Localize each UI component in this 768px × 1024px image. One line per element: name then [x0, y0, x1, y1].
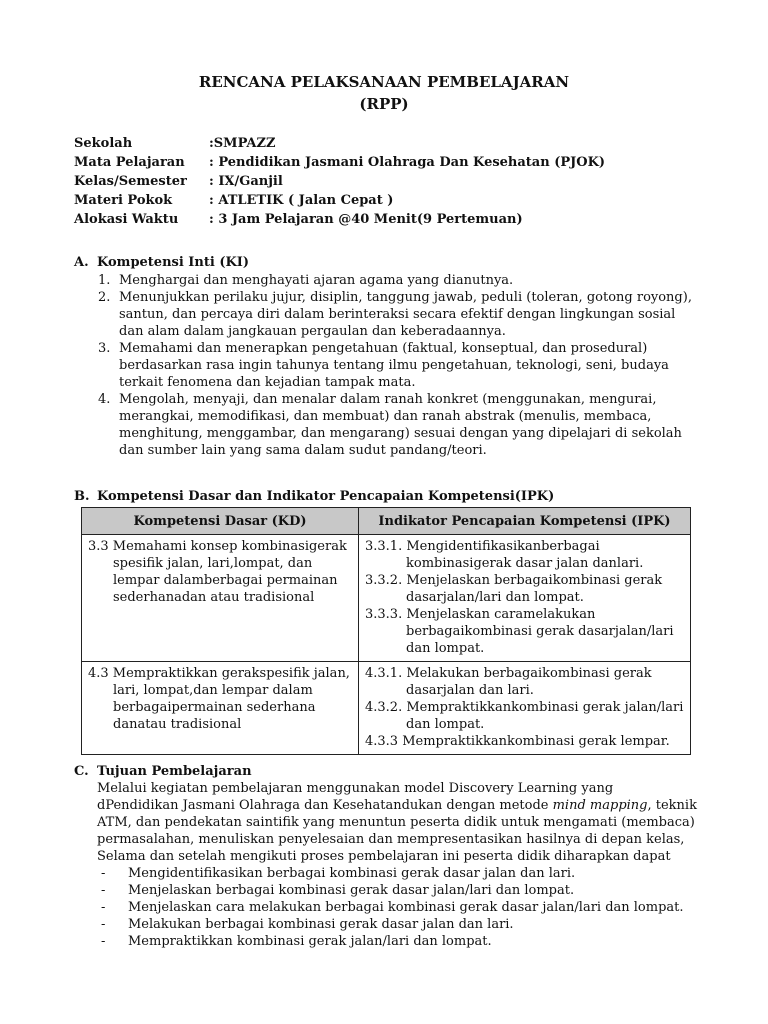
document-title: RENCANA PELAKSANAAN PEMBELAJARAN [198, 73, 570, 91]
list-item [98, 272, 698, 289]
tujuan-intro [97, 780, 697, 865]
info-label: Kelas/Semester [74, 174, 187, 189]
kd-text: 4.3 Mempraktikkan gerakspesifik jalan, lari, lompat,dan lempar dalam berbagaipermainan sederhana danatau tradisional [88, 666, 350, 732]
bullet-dash: - [101, 917, 106, 932]
info-row-sekolah [74, 134, 605, 153]
column-header-kd: Kompetensi Dasar (KD) [82, 508, 359, 535]
item-number: 1. [98, 273, 111, 288]
table-row [82, 662, 691, 755]
tujuan-list [97, 865, 697, 950]
kd-cell [82, 662, 359, 755]
list-item [97, 865, 697, 882]
bullet-dash: - [101, 900, 106, 915]
document-subtitle: (RPP) [359, 95, 409, 113]
ipk-item: 4.3.2. Mempraktikkankombinasi gerak jalan/lari dan lompat. [365, 700, 684, 732]
item-text: Mengolah, menyaji, dan menalar dalam ranah konkret (menggunakan, mengurai, merangkai, memodifikasi, dan membuat) dan ranah abstrak (menulis, membaca, menghitung, menggambar, dan mengarang) sesuai dengan yang dipelajari di sekolah dan sumber lain yang sama dalam sudut pandang/teori. [119, 392, 682, 458]
ipk-item: 3.3.2. Menjelaskan berbagaikombinasi gerak dasarjalan/lari dan lompat. [365, 573, 663, 605]
item-text: Melakukan berbagai kombinasi gerak dasar jalan dan lari. [128, 917, 514, 932]
item-number: 4. [98, 392, 111, 407]
list-item [97, 899, 697, 916]
item-text: Menjelaskan cara melakukan berbagai kombinasi gerak dasar jalan/lari dan lompat. [128, 900, 684, 915]
kompetensi-inti-list [98, 272, 698, 459]
section-title: Tujuan Pembelajaran [97, 764, 252, 779]
item-text: Menjelaskan berbagai kombinasi gerak dasar jalan/lari dan lompat. [128, 883, 575, 898]
info-value: : ATLETIK ( Jalan Cepat ) [209, 193, 394, 208]
section-c-heading [74, 763, 252, 780]
section-letter: C. [74, 764, 89, 779]
intro-italic: mind mapping [552, 798, 648, 813]
item-text: Menghargai dan menghayati ajaran agama yang dianutnya. [119, 273, 514, 288]
item-number: 2. [98, 290, 111, 305]
section-letter: B. [74, 489, 90, 504]
ipk-item: 3.3.3. Menjelaskan caramelakukan berbagaikombinasi gerak dasarjalan/lari dan lompat. [365, 607, 674, 656]
info-row-alokasi-waktu [74, 210, 605, 229]
item-text: Mengidentifikasikan berbagai kombinasi gerak dasar jalan dan lari. [128, 866, 576, 881]
ipk-item: 3.3.1. Mengidentifikasikanberbagai kombinasigerak dasar jalan danlari. [365, 539, 644, 571]
bullet-dash: - [101, 866, 106, 881]
info-value: :SMPAZZ [209, 136, 276, 151]
list-item [98, 289, 698, 340]
intro-text: Melalui kegiatan pembelajaran menggunakan model Discovery Learning yang dPendidikan Jasmani Olahraga dan Kesehatandukan dengan metode [97, 781, 614, 813]
table-header-row [82, 508, 691, 535]
info-row-materi-pokok [74, 191, 605, 210]
info-label: Materi Pokok [74, 193, 173, 208]
ipk-cell [359, 662, 691, 755]
ipk-item: 4.3.3 Mempraktikkankombinasi gerak lempar. [365, 734, 670, 749]
intro-text-continued: , teknik ATM, dan pendekatan saintifik yang menuntun peserta didik untuk mengamati (membaca) permasalahan, menuliskan penyelesaian dan mempresentasikan hasilnya di depan kelas, Selama dan setelah mengikuti proses pembelajaran ini peserta didik diharapkan dapat [97, 798, 697, 864]
info-value: : Pendidikan Jasmani Olahraga Dan Kesehatan (PJOK) [209, 155, 606, 170]
identity-block [74, 134, 605, 229]
info-value: : IX/Ganjil [209, 174, 283, 189]
table-row [82, 535, 691, 662]
item-text: Mempraktikkan kombinasi gerak jalan/lari dan lompat. [128, 934, 492, 949]
section-letter: A. [74, 255, 89, 270]
info-value: : 3 Jam Pelajaran @40 Menit(9 Pertemuan) [209, 212, 523, 227]
item-text: Menunjukkan perilaku jujur, disiplin, tanggung jawab, peduli (toleran, gotong royong), santun, dan percaya diri dalam berinteraksi secara efektif dengan lingkungan sosial dan alam dalam jangkauan pergaulan dan keberadaannya. [119, 290, 692, 339]
info-row-mata-pelajaran [74, 153, 605, 172]
kd-cell [82, 535, 359, 662]
kd-text: 3.3 Memahami konsep kombinasigerak spesifik jalan, lari,lompat, dan lempar dalamberbagai permainan sederhanadan atau tradisional [88, 539, 347, 605]
section-title: Kompetensi Inti (KI) [97, 255, 249, 270]
column-header-ipk: Indikator Pencapaian Kompetensi (IPK) [359, 508, 691, 535]
list-item [97, 916, 697, 933]
bullet-dash: - [101, 934, 106, 949]
list-item [98, 391, 698, 459]
list-item [97, 882, 697, 899]
section-b-heading [74, 488, 554, 505]
section-a-heading [74, 254, 249, 271]
info-row-kelas-semester [74, 172, 605, 191]
item-number: 3. [98, 341, 111, 356]
info-label: Alokasi Waktu [74, 212, 179, 227]
list-item [98, 340, 698, 391]
tujuan-block [97, 780, 697, 950]
info-label: Mata Pelajaran [74, 155, 185, 170]
info-label: Sekolah [74, 136, 133, 151]
item-text: Memahami dan menerapkan pengetahuan (faktual, konseptual, dan prosedural) berdasarkan rasa ingin tahunya tentang ilmu pengetahuan, teknologi, seni, budaya terkait fenomena dan kejadian tampak mata. [119, 341, 669, 390]
kd-ipk-table [81, 507, 691, 755]
bullet-dash: - [101, 883, 106, 898]
list-item [97, 933, 697, 950]
ipk-cell [359, 535, 691, 662]
section-title: Kompetensi Dasar dan Indikator Pencapaian Kompetensi(IPK) [97, 489, 555, 504]
ipk-item: 4.3.1. Melakukan berbagaikombinasi gerak dasarjalan dan lari. [365, 666, 652, 698]
